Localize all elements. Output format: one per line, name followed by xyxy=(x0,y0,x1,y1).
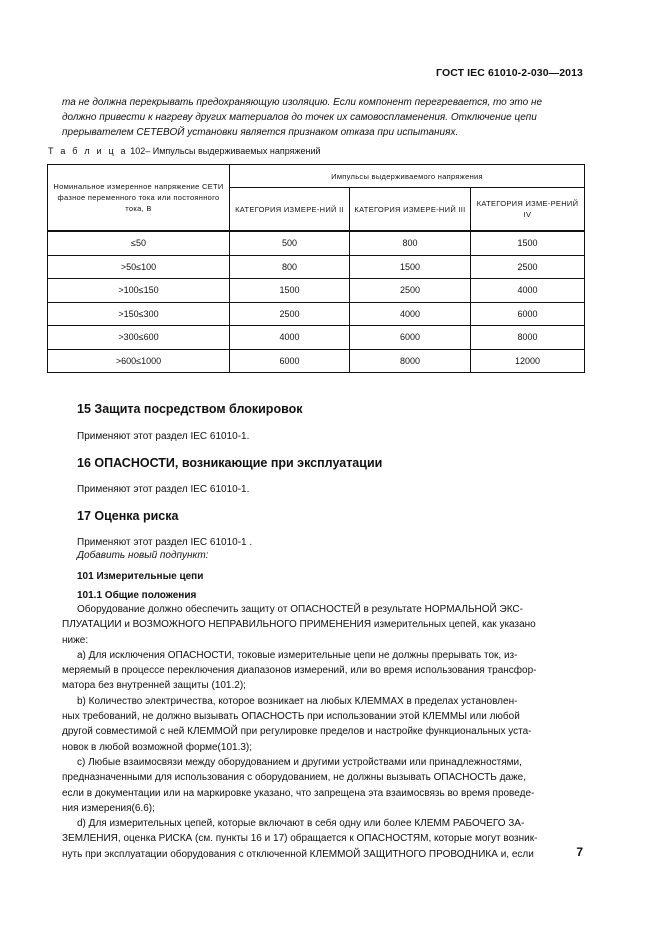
body-line: другой совместимой с ней КЛЕММОЙ при регулировке пределов и настройке функциональных уста- xyxy=(62,726,532,738)
table-row xyxy=(48,231,585,255)
body-line: матора без внутренней защиты (101.2); xyxy=(62,680,246,692)
impulse-value-cell: 4000 xyxy=(350,302,471,326)
impulse-value-cell: 8000 xyxy=(350,349,471,373)
table-caption-label: Т а б л и ц а xyxy=(48,146,128,156)
body-line: c) Любые взаимосвязи между оборудованием и другими устройствами или принадлежностями, xyxy=(77,756,522,768)
impulse-value-cell: 8000 xyxy=(471,326,585,350)
body-line: Оборудование должно обеспечить защиту от ОПАСНОСТЕЙ в результате НОРМАЛЬНОЙ ЭКС- xyxy=(77,604,523,615)
table-caption-text: 102– Импульсы выдерживаемых напряжений xyxy=(130,146,321,156)
body-line: b) Количество электричества, которое возникает на любых КЛЕММАХ в пределах установлен- xyxy=(77,695,518,707)
table-caption xyxy=(48,146,321,156)
voltage-range-cell: >600≤1000 xyxy=(48,349,230,373)
impulse-value-cell: 2500 xyxy=(471,255,585,279)
table-row xyxy=(48,349,585,373)
impulse-value-cell: 6000 xyxy=(471,302,585,326)
section-17-text: Применяют этот раздел IEC 61010-1 . xyxy=(77,537,253,548)
document-code: ГОСТ IEC 61010-2-030—2013 xyxy=(436,67,583,79)
col-header-category-iv: КАТЕГОРИЯ ИЗМЕ-РЕНИЙ IV xyxy=(471,188,585,232)
impulse-value-cell: 1500 xyxy=(471,231,585,255)
impulse-value-cell: 1500 xyxy=(230,279,350,303)
impulse-value-cell: 500 xyxy=(230,231,350,255)
section-101-title: 101 Измерительные цепи xyxy=(77,571,204,582)
col-header-nominal-voltage: Номинальное измеренное напряжение СЕТИ фазное переменного тока или постоянного тока, В xyxy=(48,165,230,232)
section-15-title: 15 Защита посредством блокировок xyxy=(77,402,303,416)
voltage-range-cell: ≤50 xyxy=(48,231,230,255)
section-15-text: Применяют этот раздел IEC 61010-1. xyxy=(77,431,250,442)
impulse-value-cell: 800 xyxy=(350,231,471,255)
body-line: d) Для измерительных цепей, которые включают в себя одну или более КЛЕММ РАБОЧЕГО ЗА- xyxy=(77,818,525,830)
impulse-value-cell: 2500 xyxy=(350,279,471,303)
intro-line: должно привести к нагреву других материалов до точек их самовоспламенения. Отключение цепи xyxy=(62,112,537,123)
impulse-value-cell: 1500 xyxy=(350,255,471,279)
intro-line: прерывателем СЕТЕВОЙ установки является признаком отказа при испытаниях. xyxy=(62,127,459,138)
voltage-range-cell: >50≤100 xyxy=(48,255,230,279)
body-line: ЗЕМЛЕНИЯ, оценка РИСКА (см. пункты 16 и 17) обращается к ОПАСНОСТЯМ, которые могут возник- xyxy=(62,833,538,845)
general-provisions-text xyxy=(62,602,584,862)
voltage-range-cell: >150≤300 xyxy=(48,302,230,326)
impulse-value-cell: 12000 xyxy=(471,349,585,373)
section-17-add-note: Добавить новый подпункт: xyxy=(77,550,209,561)
body-line: новок в любой возможной форме(101.3); xyxy=(62,741,253,753)
col-header-category-iii: КАТЕГОРИЯ ИЗМЕРЕ-НИЙ III xyxy=(350,188,471,232)
body-line: предназначенными для использования с оборудованием, не должны вызывать ОПАСНОСТЬ даже, xyxy=(62,772,527,784)
impulse-value-cell: 2500 xyxy=(230,302,350,326)
impulse-value-cell: 6000 xyxy=(230,349,350,373)
impulse-value-cell: 6000 xyxy=(350,326,471,350)
body-line: ния измерения(6.6); xyxy=(62,802,155,814)
table-row xyxy=(48,326,585,350)
impulse-value-cell: 800 xyxy=(230,255,350,279)
section-16-text: Применяют этот раздел IEC 61010-1. xyxy=(77,484,250,495)
impulse-voltage-table xyxy=(47,164,585,373)
intro-line: та не должна перекрывать предохраняющую изоляцию. Если компонент перегревается, то это не xyxy=(62,97,543,108)
section-101-1-title: 101.1 Общие положения xyxy=(77,590,197,601)
group-header-impulse: Импульсы выдерживаемого напряжения xyxy=(230,165,585,188)
body-line: ных требований, не должно вызывать ОПАСНОСТЬ при использовании этой КЛЕММЫ или любой xyxy=(62,711,520,723)
body-line: ниже: xyxy=(62,634,89,646)
table-row xyxy=(48,302,585,326)
body-line: если в документации или на маркировке указано, что запрещена эта взаимосвязь во время проведе- xyxy=(62,787,535,799)
section-17-title: 17 Оценка риска xyxy=(77,509,179,523)
table-row xyxy=(48,255,585,279)
col-header-category-ii: КАТЕГОРИЯ ИЗМЕРЕ-НИЙ II xyxy=(230,188,350,232)
body-line: меряемый в процессе переключения диапазонов измерений, или во время использования трансфор- xyxy=(62,665,537,677)
body-line: нуть при эксплуатации оборудования с отключенной КЛЕММОЙ ЗАЩИТНОГО ПРОВОДНИКА и, если xyxy=(62,848,534,860)
voltage-range-cell: >100≤150 xyxy=(48,279,230,303)
page-number: 7 xyxy=(576,845,583,859)
impulse-value-cell: 4000 xyxy=(471,279,585,303)
section-16-title: 16 ОПАСНОСТИ, возникающие при эксплуатации xyxy=(77,456,383,470)
table-row xyxy=(48,279,585,303)
intro-paragraph xyxy=(62,95,584,140)
voltage-range-cell: >300≤600 xyxy=(48,326,230,350)
impulse-value-cell: 4000 xyxy=(230,326,350,350)
body-line: ПЛУАТАЦИИ и ВОЗМОЖНОГО НЕПРАВИЛЬНОГО ПРИМЕНЕНИЯ измерительных цепей, как указано xyxy=(62,619,536,631)
body-line: a) Для исключения ОПАСНОСТИ, токовые измерительные цепи не должны прерывать ток, из- xyxy=(77,649,518,661)
